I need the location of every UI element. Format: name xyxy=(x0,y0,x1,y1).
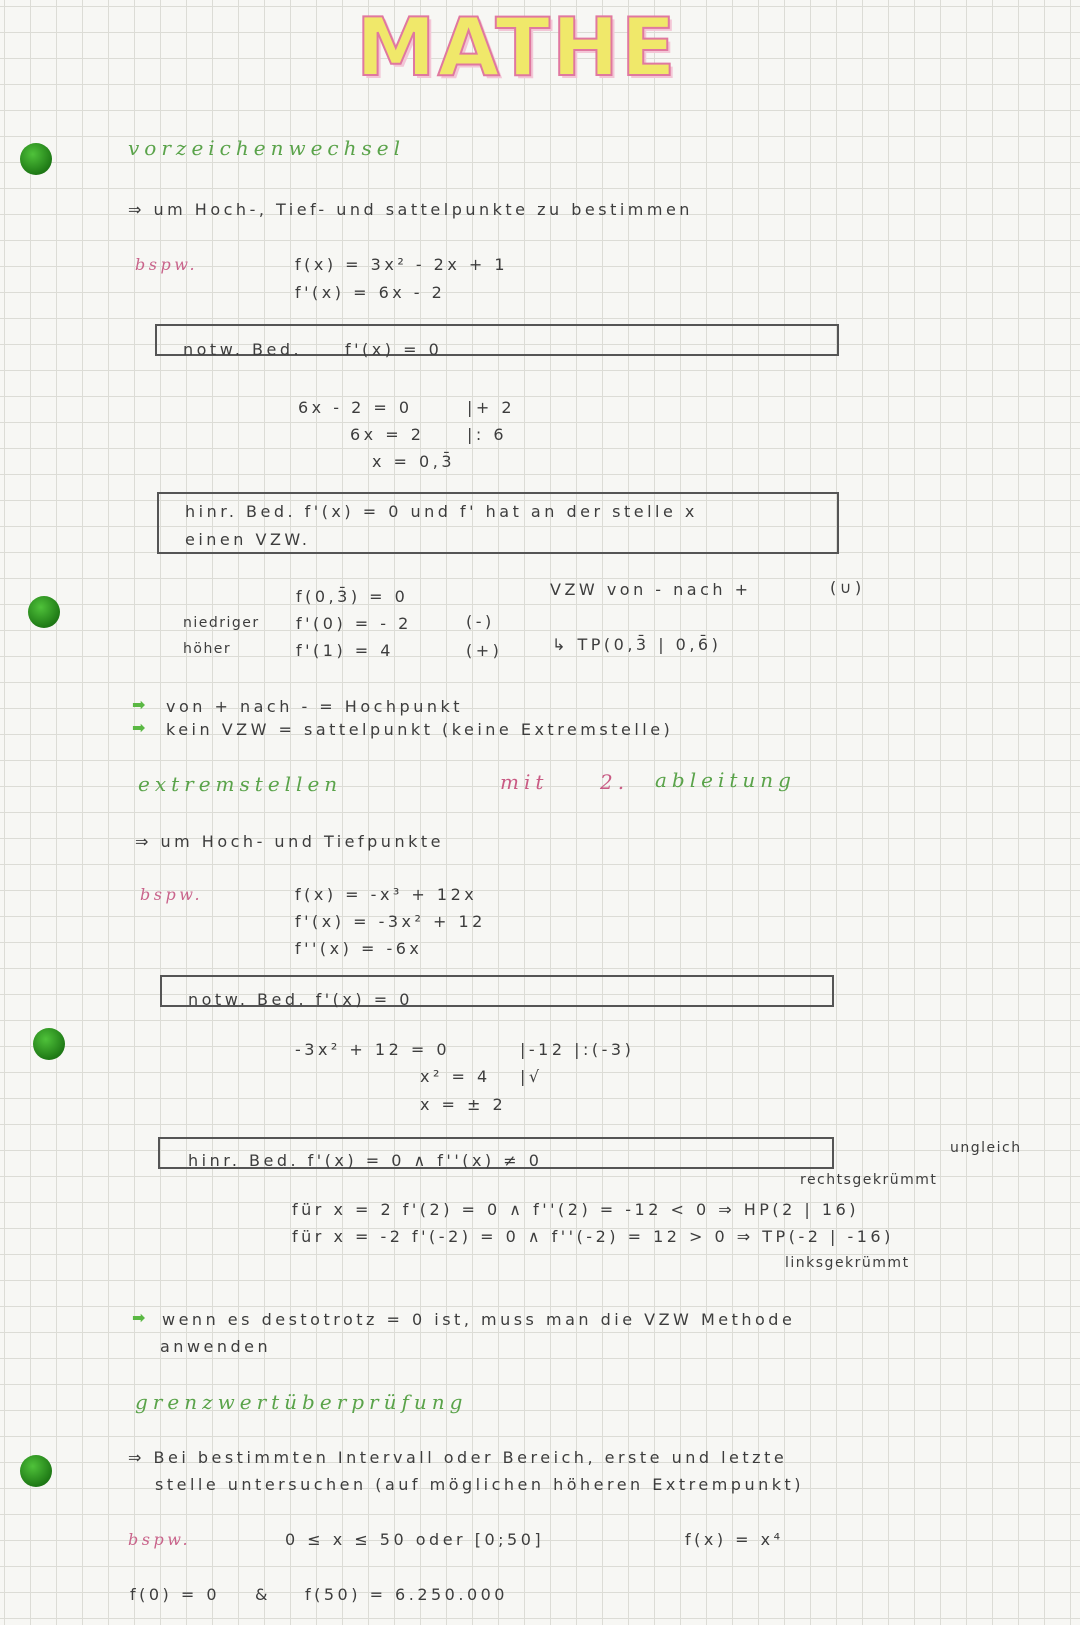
arrow-icon-1: ➡ xyxy=(132,695,149,714)
function-f2-2: f''(x) = -6x xyxy=(295,939,423,958)
table-row-3: f'(1) = 4 xyxy=(296,641,394,660)
notw-label-1: notw. Bed. xyxy=(183,340,303,359)
calc3-1: x = 0,3̄ xyxy=(372,452,455,471)
function-3: f(x) = x⁴ xyxy=(685,1530,784,1549)
hinr-2: hinr. Bed. f'(x) = 0 ∧ f''(x) ≠ 0 xyxy=(188,1151,543,1170)
rechts-note: rechtsgekrümmt xyxy=(800,1172,938,1188)
row2-label: niedriger xyxy=(183,615,260,631)
calc1-op-1: |+ 2 xyxy=(467,398,516,417)
table-row-1: f(0,3̄) = 0 xyxy=(296,587,409,606)
bspw-3: bspw. xyxy=(128,1530,192,1549)
calc1-op-2: |-12 |:(-3) xyxy=(520,1040,635,1059)
result-b-3: f(50) = 6.250.000 xyxy=(305,1585,508,1604)
note1-1: von + nach - = Hochpunkt xyxy=(166,697,464,716)
intro-1: ⇒ um Hoch-, Tief- und sattelpunkte zu bestimmen xyxy=(128,200,693,219)
heading-ableitung: ableitung xyxy=(655,768,796,792)
calc1-2: -3x² + 12 = 0 xyxy=(295,1040,451,1059)
calc2-op-2: |√ xyxy=(520,1067,543,1086)
bspw-2: bspw. xyxy=(140,885,204,904)
result-a-3: f(0) = 0 xyxy=(130,1585,221,1604)
heading-2: 2. xyxy=(600,770,630,794)
calc2-1: 6x = 2 xyxy=(350,425,425,444)
calc2-2: x² = 4 xyxy=(420,1067,491,1086)
intro-2: ⇒ um Hoch- und Tiefpunkte xyxy=(135,832,444,851)
function-f1-2: f'(x) = -3x² + 12 xyxy=(295,912,486,931)
calc3-2: x = ± 2 xyxy=(420,1095,507,1114)
row3-label: höher xyxy=(183,641,232,657)
vzw-symbol: (∪) xyxy=(830,578,865,597)
arrow-icon-2: ➡ xyxy=(132,718,149,737)
punch-hole-4 xyxy=(20,1455,52,1487)
calc1-1: 6x - 2 = 0 xyxy=(298,398,413,417)
heading-mit: mit xyxy=(500,770,549,794)
intro-b-3: stelle untersuchen (auf möglichen höheren Extrempunkt) xyxy=(155,1475,805,1494)
hinr-line1-1: hinr. Bed. f'(x) = 0 und f' hat an der stelle x xyxy=(185,502,698,521)
calc2-op-1: |: 6 xyxy=(467,425,508,444)
table-row-2: f'(0) = - 2 xyxy=(296,614,412,633)
function-f: f(x) = 3x² - 2x + 1 xyxy=(295,255,509,274)
hinr-line2-1: einen VZW. xyxy=(185,530,311,549)
tp-result-1: ↳ TP(0,3̄ | 0,6̄) xyxy=(552,635,722,654)
punch-hole-2 xyxy=(28,596,60,628)
result-line-1: für x = 2 f'(2) = 0 ∧ f''(2) = -12 < 0 ⇒ HP(2 | 16) xyxy=(292,1200,859,1219)
notw-2: notw. Bed. f'(x) = 0 xyxy=(188,990,413,1009)
heading-grenzwert: grenzwertüberprüfung xyxy=(135,1390,468,1414)
row2-sign: (-) xyxy=(466,612,495,631)
page-title: MATHE xyxy=(356,1,678,94)
note2-1: kein VZW = sattelpunkt (keine Extremstelle) xyxy=(166,720,674,739)
heading-extremstellen: extremstellen xyxy=(138,772,343,796)
links-note: linksgekrümmt xyxy=(785,1255,910,1271)
punch-hole-3 xyxy=(33,1028,65,1060)
note-b-2: anwenden xyxy=(160,1337,272,1356)
arrow-icon-3: ➡ xyxy=(132,1308,149,1327)
heading-vorzeichenwechsel: vorzeichenwechsel xyxy=(128,136,406,160)
ungleich-note: ungleich xyxy=(950,1140,1022,1156)
result-line-2: für x = -2 f'(-2) = 0 ∧ f''(-2) = 12 > 0 ⇒ TP(-2 | -16) xyxy=(292,1227,894,1246)
interval: 0 ≤ x ≤ 50 oder [0;50] xyxy=(285,1530,545,1549)
bspw-1: bspw. xyxy=(135,255,199,274)
notw-cond-1: f'(x) = 0 xyxy=(345,340,443,359)
amp-3: & xyxy=(255,1585,271,1604)
row3-sign: (+) xyxy=(466,641,503,660)
function-f-2: f(x) = -x³ + 12x xyxy=(295,885,478,904)
intro-a-3: ⇒ Bei bestimmten Intervall oder Bereich, erste und letzte xyxy=(128,1448,788,1467)
note-a-2: wenn es destotrotz = 0 ist, muss man die VZW Methode xyxy=(162,1310,796,1329)
function-f1: f'(x) = 6x - 2 xyxy=(295,283,446,302)
punch-hole-1 xyxy=(20,143,52,175)
vzw-text: VZW von - nach + xyxy=(550,580,752,599)
